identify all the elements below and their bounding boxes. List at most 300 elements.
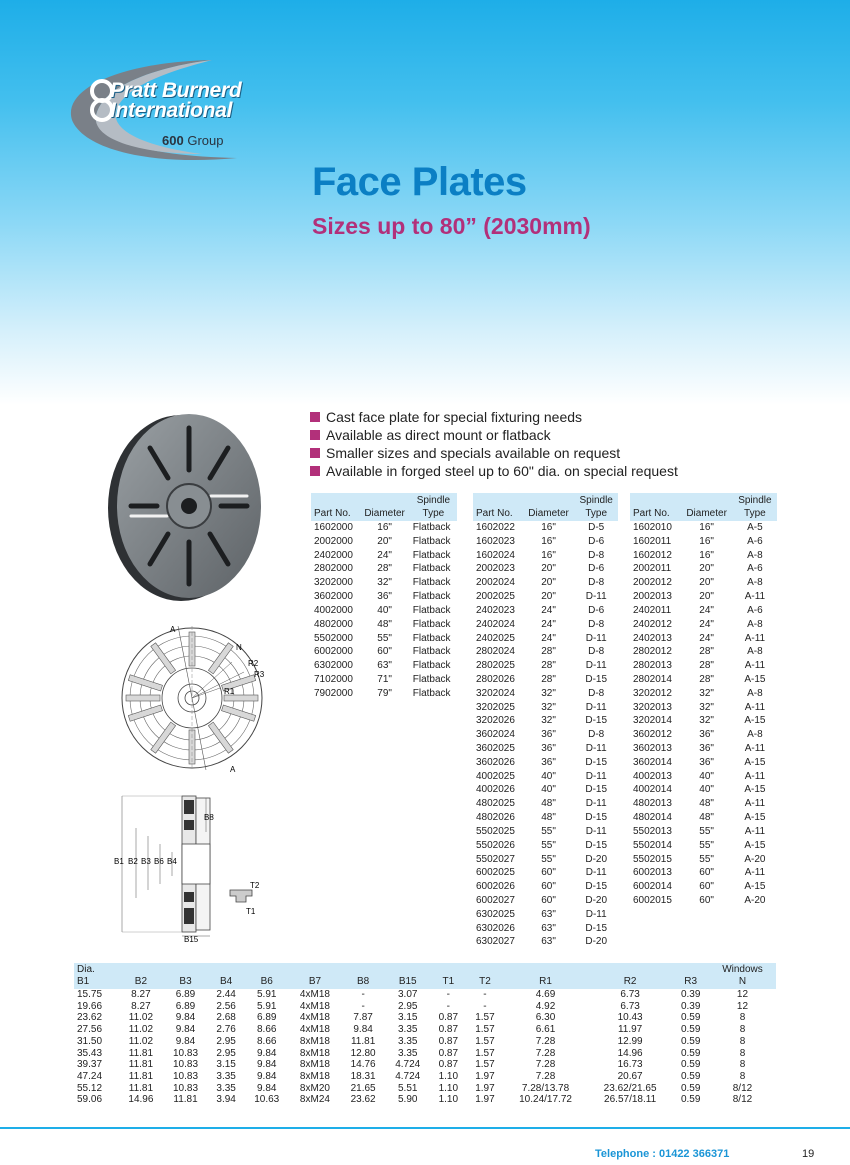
dimension-cell: 8/12 [732, 1082, 753, 1094]
dimension-cell: 11.81 [128, 1070, 154, 1082]
cell-spindle-type: D-11 [585, 660, 607, 672]
table-row [311, 521, 457, 535]
table-row [630, 521, 777, 535]
cell-spindle-type: D-15 [585, 839, 608, 851]
cell-spindle-type: Flatback [412, 535, 451, 547]
cell-diameter: 32" [541, 715, 556, 727]
dimension-cell: 3.15 [216, 1059, 236, 1071]
cell-diameter: 63" [377, 660, 392, 672]
table-row [311, 576, 457, 590]
table-header-row [630, 493, 777, 521]
cell-diameter: 32" [699, 701, 714, 713]
cell-diameter: 20" [699, 577, 714, 589]
dimension-header-cell: B6 [244, 963, 289, 989]
table-row [473, 908, 618, 922]
feature-item: Available as direct mount or flatback [310, 426, 678, 444]
table-row [630, 783, 777, 797]
dimension-cell: 1.10 [438, 1094, 459, 1106]
dimension-header-cell: B7 [289, 963, 341, 989]
cell-part-no: 3202013 [633, 701, 672, 713]
cell-diameter: 55" [699, 825, 714, 837]
label-b15: B15 [184, 935, 199, 944]
cell-spindle-type: D-15 [585, 756, 608, 768]
dimension-header-cell: B4 [208, 963, 245, 989]
dimension-cell: 27.56 [77, 1024, 103, 1036]
dimension-cell: 2.95 [216, 1035, 236, 1047]
bullet-square-icon [310, 430, 320, 440]
table-row [311, 645, 457, 659]
label-section-a-top: A [170, 625, 176, 634]
table-row [74, 1001, 776, 1013]
cell-spindle-type: D-8 [588, 687, 605, 699]
cell-diameter: 20" [699, 591, 714, 603]
table-row [630, 853, 777, 867]
table-row [311, 535, 457, 549]
cell-spindle-type: D-15 [585, 784, 608, 796]
dimension-cell: 35.43 [77, 1047, 103, 1059]
cell-diameter: 16" [377, 522, 392, 533]
logo-group-number: 600 [162, 133, 184, 148]
table-row [473, 659, 618, 673]
cell-part-no: 4802026 [476, 812, 515, 824]
dimension-cell: 0.59 [680, 1024, 701, 1036]
cell-spindle-type: A-20 [744, 853, 766, 865]
dimension-cell: 5.51 [397, 1082, 418, 1094]
faceplate-photo [105, 408, 265, 608]
cell-part-no: 7902000 [314, 687, 353, 699]
cell-spindle-type: A-11 [744, 743, 766, 754]
cell-spindle-type: Flatback [412, 632, 451, 644]
cell-spindle-type: A-8 [747, 729, 763, 741]
cell-diameter: 16" [541, 549, 556, 561]
dimension-cell: 11.81 [128, 1082, 154, 1094]
table-row [630, 618, 777, 632]
dimension-cell: 10.83 [173, 1047, 199, 1059]
cell-diameter: 32" [541, 701, 556, 713]
page-number: 19 [802, 1148, 815, 1160]
header-part-no: Part No. [473, 493, 523, 521]
cell-spindle-type: A-11 [744, 591, 766, 603]
table-row [630, 797, 777, 811]
dimension-header-cell: B3 [163, 963, 208, 989]
dimension-header-cell: R1 [503, 963, 588, 989]
table-row [473, 756, 618, 770]
cell-diameter: 24" [699, 618, 714, 630]
table-row [473, 714, 618, 728]
cell-diameter: 32" [699, 687, 714, 699]
table-row [473, 783, 618, 797]
dimension-cell: 8 [739, 1047, 746, 1059]
cell-diameter: 36" [541, 729, 556, 741]
dimension-cell: 55.12 [77, 1082, 103, 1094]
cell-part-no: 4802013 [633, 798, 672, 810]
cell-spindle-type: A-8 [747, 549, 763, 561]
cell-diameter: 20" [377, 535, 392, 547]
table-row [473, 866, 618, 880]
dimension-cell: 0.59 [680, 1082, 701, 1094]
table-row [630, 659, 777, 673]
dimension-cell: 4xM18 [299, 1012, 330, 1024]
dimension-cell: 9.84 [257, 1059, 277, 1071]
cell-diameter: 48" [699, 812, 714, 824]
dimension-cell: 1.97 [475, 1094, 495, 1106]
cell-spindle-type: D-11 [585, 743, 607, 754]
table-row [630, 673, 777, 687]
cell-spindle-type: A-11 [744, 867, 766, 879]
cell-part-no: 1602024 [476, 549, 515, 561]
cell-part-no: 2402024 [476, 618, 515, 630]
cell-part-no: 6002026 [476, 881, 515, 893]
cell-part-no: 2402025 [476, 632, 515, 644]
table-row [311, 632, 457, 646]
dimension-cell: 8 [739, 1012, 746, 1024]
logo-name-line2: International [110, 99, 233, 122]
cell-part-no: 2002023 [476, 563, 515, 575]
table-row [473, 839, 618, 853]
dimension-cell: 9.84 [257, 1047, 277, 1059]
table-row [473, 687, 618, 701]
label-t2: T2 [250, 881, 260, 890]
cell-part-no: 2002012 [633, 577, 672, 589]
dimension-cell: 23.62 [77, 1012, 103, 1024]
cell-spindle-type: A-5 [747, 522, 763, 533]
cell-diameter: 16" [541, 522, 556, 533]
dimension-cell: 39.37 [77, 1059, 103, 1071]
table-row [473, 632, 618, 646]
cell-part-no: 3202026 [476, 715, 515, 727]
cell-spindle-type: D-11 [585, 770, 607, 782]
cell-diameter: 36" [699, 743, 714, 754]
table-header-row [74, 963, 776, 989]
cell-spindle-type: D-11 [585, 632, 607, 644]
dimension-cell: 59.06 [77, 1094, 103, 1106]
cell-spindle-type: D-11 [585, 591, 607, 603]
cell-spindle-type: A-15 [744, 881, 766, 893]
table-row [473, 880, 618, 894]
cell-spindle-type: D-11 [585, 798, 607, 810]
dimension-cell: 8xM18 [299, 1059, 330, 1071]
cell-part-no: 3202025 [476, 701, 515, 713]
dimension-cell: 10.83 [173, 1082, 199, 1094]
table-row [473, 618, 618, 632]
cell-diameter: 48" [377, 618, 392, 630]
cell-spindle-type: D-6 [588, 604, 605, 616]
cell-diameter: 71" [377, 673, 392, 685]
cell-part-no: 3202014 [633, 715, 672, 727]
table-row [630, 535, 777, 549]
cell-part-no: 1602023 [476, 535, 515, 547]
cell-part-no: 2802024 [476, 646, 515, 658]
header-part-no: Part No. [311, 493, 359, 521]
cell-part-no: 3202024 [476, 687, 515, 699]
dimension-cell: 8xM24 [299, 1094, 330, 1106]
dimension-cell: 0.59 [680, 1047, 701, 1059]
table-row [630, 756, 777, 770]
table-row [630, 728, 777, 742]
cell-part-no: 6002025 [476, 867, 515, 879]
dimension-cell: 16.73 [617, 1059, 643, 1071]
dimension-cell: 10.83 [173, 1059, 199, 1071]
cell-spindle-type: A-15 [744, 715, 766, 727]
cell-part-no: 7102000 [314, 673, 353, 685]
cell-part-no: 2002013 [633, 591, 672, 603]
bullet-square-icon [310, 466, 320, 476]
cell-diameter: 40" [541, 770, 556, 782]
cell-diameter: 16" [699, 549, 714, 561]
table-row [473, 645, 618, 659]
dimension-cell: 6.89 [175, 989, 196, 1000]
cell-diameter: 32" [699, 715, 714, 727]
cell-part-no: 1602022 [476, 522, 515, 533]
cell-diameter: 24" [699, 604, 714, 616]
dimension-header-cell: B8 [341, 963, 386, 989]
faceplate-front-view-diagram [112, 622, 272, 772]
dimension-cell: 31.50 [77, 1035, 103, 1047]
cell-spindle-type: A-15 [744, 784, 766, 796]
dimension-cell: 8.27 [131, 989, 151, 1000]
cell-part-no: 5502025 [476, 825, 515, 837]
cell-spindle-type: D-15 [585, 715, 608, 727]
cell-part-no: 5502015 [633, 853, 672, 865]
cell-part-no: 4802014 [633, 812, 672, 824]
table-row [473, 701, 618, 715]
cell-part-no: 6302000 [314, 660, 353, 672]
table-row [74, 1048, 776, 1060]
label-r3: R3 [254, 670, 265, 679]
cell-diameter: 60" [377, 646, 392, 658]
cell-part-no: 4002025 [476, 770, 515, 782]
table-row [630, 549, 777, 563]
dimension-header-cell: Windows N [709, 963, 776, 989]
dimension-cell: 8 [739, 1024, 746, 1036]
label-b1: B1 [114, 857, 124, 866]
table-row [630, 811, 777, 825]
dimension-cell: 2.68 [216, 1012, 236, 1024]
cell-part-no: 5502000 [314, 632, 353, 644]
cell-part-no: 2402023 [476, 604, 515, 616]
cell-diameter: 40" [541, 784, 556, 796]
cell-diameter: 60" [541, 867, 556, 879]
dimension-cell: 1.57 [475, 1024, 495, 1036]
dimension-cell: 0.87 [438, 1012, 459, 1024]
cell-spindle-type: D-15 [585, 812, 608, 824]
dimension-cell: 8xM18 [299, 1070, 330, 1082]
dimension-cell: 8 [739, 1035, 746, 1047]
cell-part-no: 3602012 [633, 729, 672, 741]
dimension-cell: 7.28 [535, 1047, 556, 1059]
cell-part-no: 1602012 [633, 549, 672, 561]
table-row [473, 797, 618, 811]
table-row [473, 811, 618, 825]
table-row [473, 770, 618, 784]
dimension-cell: 12 [736, 1000, 749, 1012]
dimension-cell: 14.96 [128, 1094, 154, 1106]
cell-part-no: 2402011 [633, 604, 672, 616]
cell-part-no: 2802026 [476, 673, 515, 685]
cell-spindle-type: Flatback [412, 618, 451, 630]
cell-part-no: 2402000 [314, 549, 353, 561]
dimension-cell: - [446, 989, 450, 1000]
cell-diameter: 16" [699, 522, 714, 533]
cell-diameter: 20" [541, 577, 556, 589]
dimension-cell: - [446, 1000, 450, 1012]
dimension-cell: 4xM18 [299, 1000, 330, 1012]
dimension-cell: 3.94 [216, 1094, 236, 1106]
cell-part-no: 4002000 [314, 604, 353, 616]
cell-spindle-type: Flatback [412, 660, 451, 672]
dimension-cell: 19.66 [77, 1000, 103, 1012]
dimension-header-cell: B2 [119, 963, 164, 989]
cell-diameter: 36" [699, 756, 714, 768]
dimension-cell: 10.63 [254, 1094, 280, 1106]
cell-spindle-type: A-6 [747, 535, 763, 547]
dimension-cell: 6.61 [535, 1024, 556, 1036]
table-header-row [311, 493, 457, 521]
table-row [311, 673, 457, 687]
cell-spindle-type: Flatback [412, 577, 451, 589]
cell-diameter: 55" [377, 632, 392, 644]
cell-diameter: 28" [541, 646, 556, 658]
label-r1: R1 [224, 687, 235, 696]
cell-diameter: 20" [541, 563, 556, 575]
table-row [630, 701, 777, 715]
dimension-cell: 4xM18 [299, 1024, 330, 1036]
cell-spindle-type: D-6 [588, 535, 605, 547]
dimension-cell: 8xM20 [299, 1082, 330, 1094]
dimension-cell: 6.89 [257, 1012, 277, 1024]
cell-diameter: 48" [699, 798, 714, 810]
header-diameter: Diameter [680, 493, 732, 521]
dimension-cell: 0.59 [680, 1012, 701, 1024]
dimension-cell: 2.95 [397, 1000, 418, 1012]
table-row [473, 562, 618, 576]
dimension-cell: 2.56 [216, 1000, 236, 1012]
table-row [630, 604, 777, 618]
dimension-cell: 3.35 [397, 1047, 418, 1059]
cell-part-no: 6302026 [476, 922, 515, 934]
cell-spindle-type: Flatback [412, 563, 451, 575]
cell-spindle-type: A-8 [747, 618, 763, 630]
label-b8: B8 [204, 813, 214, 822]
flatback-parts-table [311, 493, 457, 701]
dimension-cell: 4.724 [395, 1059, 421, 1071]
cell-part-no: 1602000 [314, 522, 353, 533]
dimension-cell: 7.87 [353, 1012, 373, 1024]
table-row [630, 645, 777, 659]
dimension-cell: 1.10 [438, 1082, 459, 1094]
cell-part-no: 6002027 [476, 894, 515, 906]
cell-part-no: 4802000 [314, 618, 353, 630]
cell-spindle-type: Flatback [412, 604, 451, 616]
table-row [473, 742, 618, 756]
cell-diameter: 36" [541, 743, 556, 754]
cell-part-no: 2802013 [633, 660, 672, 672]
cell-part-no: 2802025 [476, 660, 515, 672]
cell-spindle-type: D-8 [588, 618, 605, 630]
dimension-cell: 0.39 [680, 989, 701, 1000]
dimension-cell: 2.76 [216, 1024, 236, 1036]
table-row [473, 853, 618, 867]
dimension-cell: 9.84 [353, 1024, 373, 1036]
dimension-cell: 1.57 [475, 1059, 495, 1071]
header-spindle-type: Spindle Type [574, 493, 618, 521]
table-row [311, 562, 457, 576]
footer-telephone: Telephone : 01422 366371 [595, 1148, 730, 1160]
cell-spindle-type: D-8 [588, 549, 605, 561]
cell-spindle-type: D-20 [585, 894, 608, 906]
cell-part-no: 5502027 [476, 853, 515, 865]
cell-spindle-type: D-11 [585, 867, 607, 879]
table-row [473, 935, 618, 949]
dimension-cell: 11.02 [128, 1012, 154, 1024]
cell-diameter: 60" [699, 881, 714, 893]
dimension-cell: 4.69 [535, 989, 556, 1000]
table-row [74, 1036, 776, 1048]
cell-diameter: 24" [377, 549, 392, 561]
cell-part-no: 3602000 [314, 591, 353, 603]
dimension-cell: 3.35 [216, 1070, 236, 1082]
label-b2: B2 [128, 857, 138, 866]
table-row [311, 590, 457, 604]
cell-diameter: 16" [699, 535, 714, 547]
dimension-header-cell: T2 [467, 963, 504, 989]
dimension-cell: 21.65 [350, 1082, 376, 1094]
cell-spindle-type: D-11 [585, 825, 607, 837]
company-logo [62, 58, 332, 168]
cell-part-no: 2802012 [633, 646, 672, 658]
dimension-cell: 11.81 [128, 1047, 154, 1059]
a-series-parts-table [630, 493, 777, 908]
dimension-cell: 0.87 [438, 1024, 459, 1036]
cell-diameter: 40" [699, 770, 714, 782]
cell-diameter: 60" [699, 894, 714, 906]
cell-part-no: 5502014 [633, 839, 672, 851]
dimension-cell: 7.28/13.78 [521, 1082, 570, 1094]
dimension-cell: 4.92 [535, 1000, 556, 1012]
cell-diameter: 28" [541, 673, 556, 685]
cell-diameter: 48" [541, 812, 556, 824]
cell-diameter: 63" [541, 908, 556, 920]
cell-spindle-type: D-5 [588, 522, 605, 533]
cell-part-no: 4002013 [633, 770, 672, 782]
table-row [473, 604, 618, 618]
dimension-cell: 3.35 [397, 1024, 418, 1036]
cell-spindle-type: D-8 [588, 577, 605, 589]
dimension-cell: 8xM18 [299, 1047, 330, 1059]
cell-diameter: 24" [699, 632, 714, 644]
table-row [630, 770, 777, 784]
dimension-cell: 23.62 [350, 1094, 376, 1106]
table-row [630, 742, 777, 756]
feature-item: Smaller sizes and specials available on request [310, 444, 678, 462]
cell-diameter: 60" [541, 881, 556, 893]
logo-group [162, 133, 223, 148]
dimension-cell: 7.28 [535, 1070, 556, 1082]
dimension-cell: 11.81 [350, 1035, 376, 1047]
dimension-cell: 9.84 [257, 1070, 277, 1082]
cell-diameter: 28" [541, 660, 556, 672]
dimension-cell: 3.15 [397, 1012, 418, 1024]
cell-spindle-type: D-11 [585, 701, 607, 713]
cell-diameter: 20" [541, 591, 556, 603]
cell-spindle-type: A-11 [744, 825, 766, 837]
table-row [74, 1024, 776, 1036]
dimension-cell: 6.89 [175, 1000, 196, 1012]
dimension-cell: 11.02 [128, 1035, 154, 1047]
table-row [473, 728, 618, 742]
cell-part-no: 2802000 [314, 563, 353, 575]
cell-diameter: 32" [541, 687, 556, 699]
